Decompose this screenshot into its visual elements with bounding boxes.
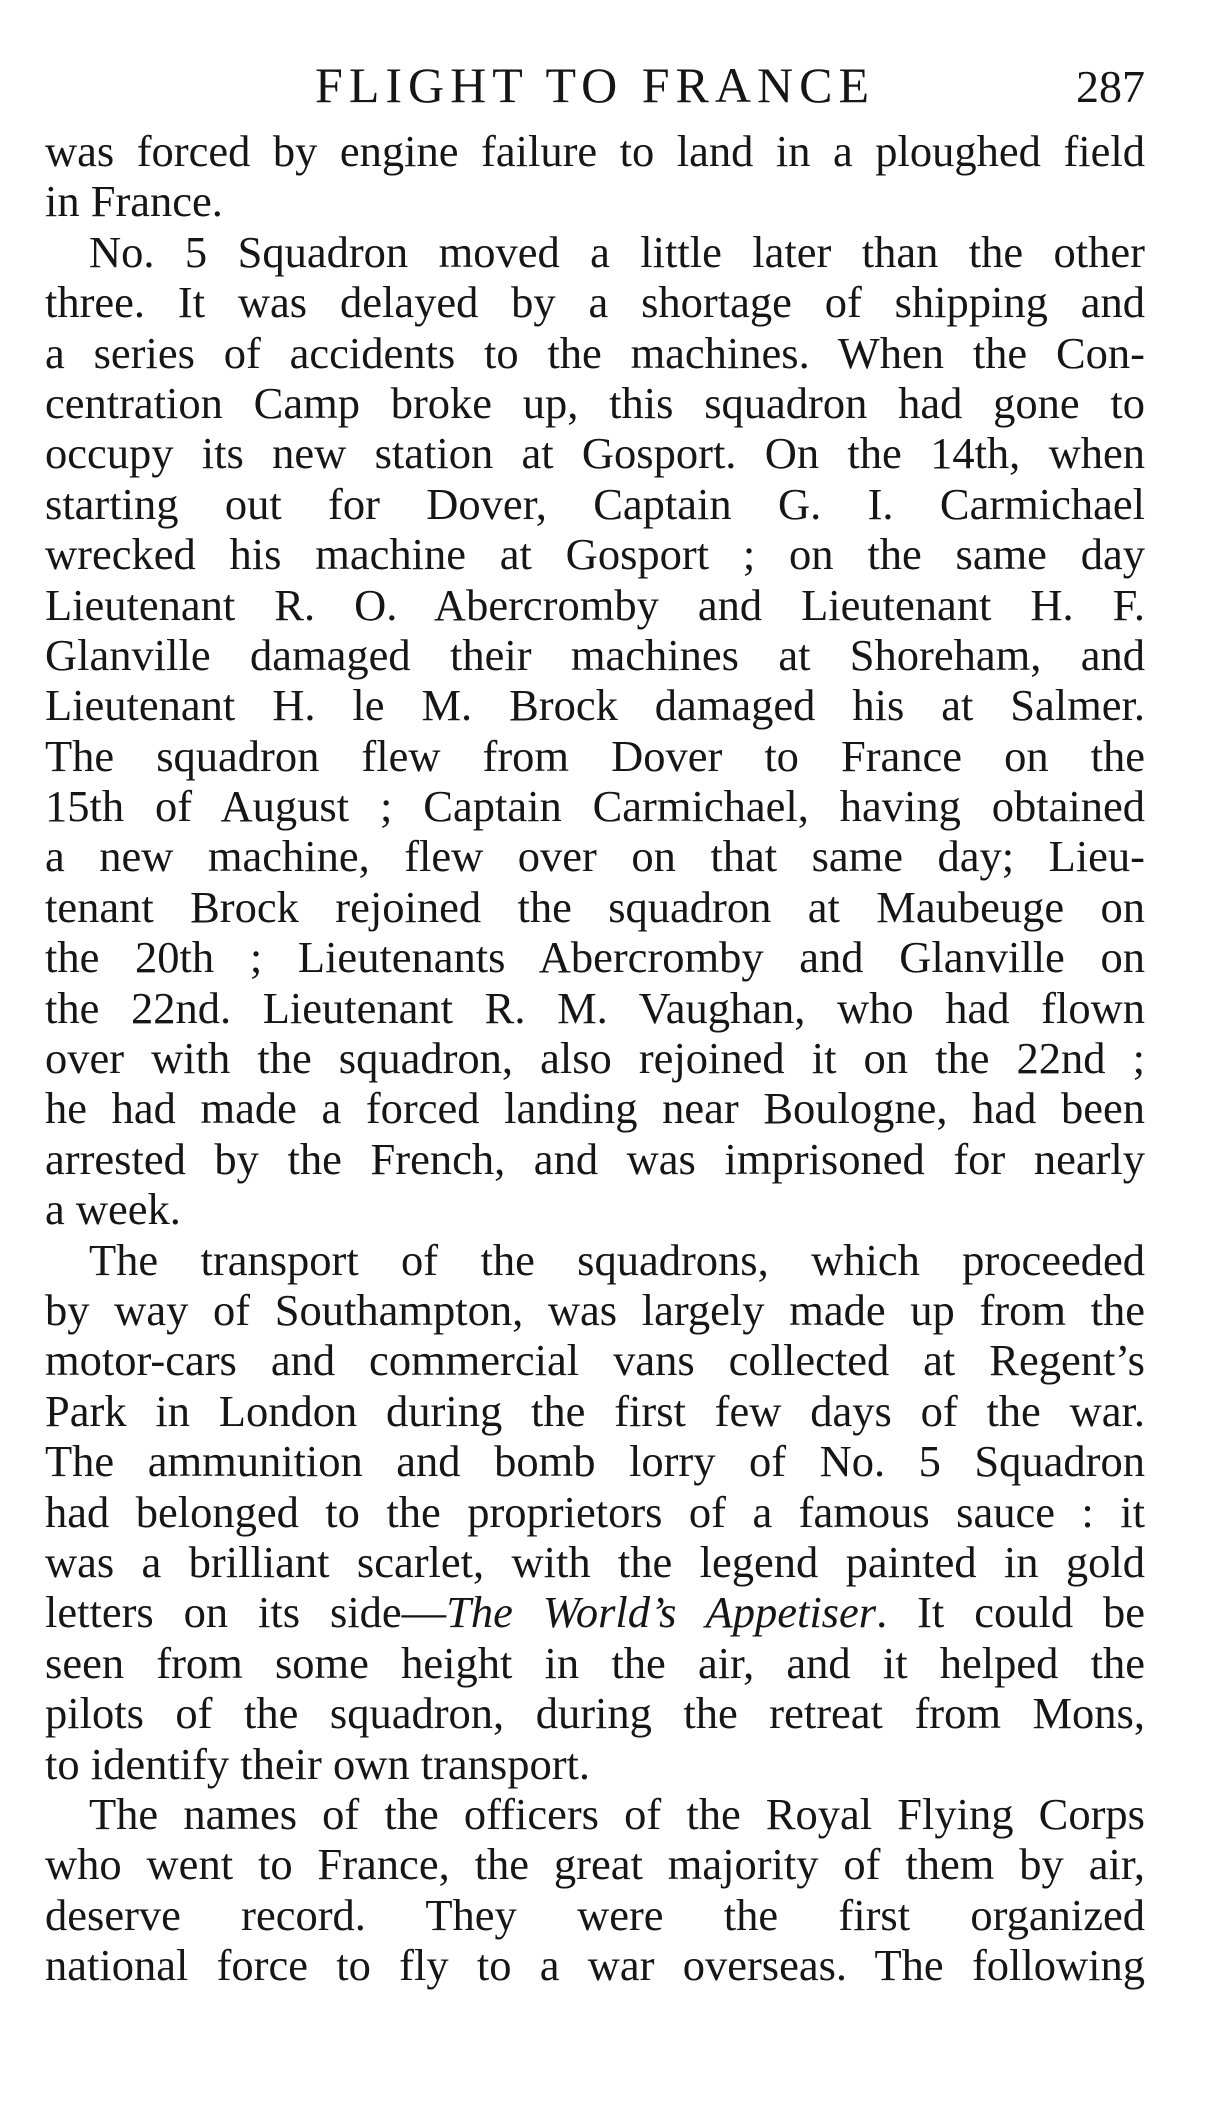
text-line: wrecked his machine at Gosport ; on the same day [45,529,1145,580]
text-line: Glanville damaged their machines at Shoreham, and [45,629,1145,680]
text-line: seen from some height in the air, and it helped the [45,1637,1145,1688]
text-line: he had made a forced landing near Boulogne, had been [45,1083,1145,1134]
text-line: who went to France, the great majority of them by air, [45,1839,1145,1890]
running-head: FLIGHT TO FRANCE [315,57,875,113]
text-line: The transport of the squadrons, which proceeded [89,1234,1145,1285]
text-line: over with the squadron, also rejoined it on the 22nd ; [45,1033,1145,1084]
text-line: 15th of August ; Captain Carmichael, having obtained [45,781,1145,832]
text-run: . It could be [876,1587,1145,1638]
text-line: by way of Southampton, was largely made up from the [45,1284,1145,1335]
text-line: national force to fly to a war overseas. The following [45,1940,1145,1991]
text-line: No. 5 Squadron moved a little later than the other [89,226,1145,277]
text-line: a series of accidents to the machines. When the Con- [45,327,1145,378]
text-line: was a brilliant scarlet, with the legend painted in gold [45,1536,1145,1587]
page-header [45,50,1145,120]
text-line: a new machine, flew over on that same day; Lieu- [45,831,1145,882]
text-line: tenant Brock rejoined the squadron at Maubeuge on [45,881,1145,932]
text-run: letters on its side— [45,1587,447,1638]
text-line: in France. [45,176,223,227]
text-line: three. It was delayed by a shortage of shipping and [45,277,1145,328]
text-line: occupy its new station at Gosport. On the 14th, when [45,428,1145,479]
text-line: the 20th ; Lieutenants Abercromby and Glanville on [45,932,1145,983]
page-number: 287 [1076,61,1145,112]
text-line: Lieutenant H. le M. Brock damaged his at Salmer. [45,680,1145,731]
text-line: pilots of the squadron, during the retreat from Mons, [45,1688,1145,1739]
text-line: a week. [45,1184,181,1235]
text-line: starting out for Dover, Captain G. I. Carmichael [45,478,1145,529]
text-line: centration Camp broke up, this squadron had gone to [45,377,1145,428]
body-text [45,126,1145,1990]
text-line [45,1587,1145,1637]
text-line: The names of the officers of the Royal Flying Corps [89,1788,1145,1839]
text-line: the 22nd. Lieutenant R. M. Vaughan, who had flown [45,982,1145,1033]
text-line: Park in London during the first few days of the war. [45,1385,1145,1436]
text-line: had belonged to the proprietors of a famous sauce : it [45,1486,1145,1537]
text-line: The ammunition and bomb lorry of No. 5 Squadron [45,1436,1145,1487]
text-line: was forced by engine failure to land in a ploughed field [45,126,1145,176]
text-line: deserve record. They were the first organized [45,1889,1145,1940]
italic-title: The World’s Appetiser [446,1587,877,1638]
text-line: motor-cars and commercial vans collected at Regent’s [45,1335,1145,1386]
text-line: The squadron flew from Dover to France on the [45,730,1145,781]
text-line: arrested by the French, and was imprisoned for nearly [45,1133,1145,1184]
text-line: Lieutenant R. O. Abercromby and Lieutenant H. F. [45,579,1145,630]
text-line: to identify their own transport. [45,1738,591,1789]
